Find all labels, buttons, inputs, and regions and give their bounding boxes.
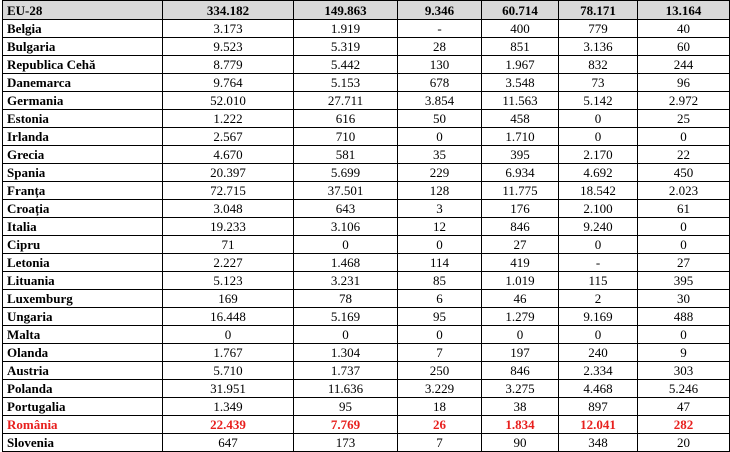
value-cell: 37.501 <box>294 182 398 200</box>
value-cell: 16.448 <box>163 308 294 326</box>
value-cell: 12 <box>398 218 482 236</box>
value-cell: 488 <box>638 308 730 326</box>
value-cell: 0 <box>638 128 730 146</box>
value-cell: 47 <box>638 398 730 416</box>
header-cell-region: EU-28 <box>3 1 163 20</box>
value-cell: 78 <box>294 290 398 308</box>
value-cell: 832 <box>559 56 638 74</box>
value-cell: 5.123 <box>163 272 294 290</box>
value-cell: 5.699 <box>294 164 398 182</box>
value-cell: 3 <box>398 200 482 218</box>
country-name-cell: Letonia <box>3 254 163 272</box>
value-cell: 71 <box>163 236 294 254</box>
value-cell: 1.304 <box>294 344 398 362</box>
value-cell: 4.670 <box>163 146 294 164</box>
value-cell: 5.169 <box>294 308 398 326</box>
value-cell: 35 <box>398 146 482 164</box>
value-cell: 395 <box>482 146 559 164</box>
country-name-cell: România <box>3 416 163 434</box>
value-cell: 18 <box>398 398 482 416</box>
country-name-cell: Luxemburg <box>3 290 163 308</box>
country-name-cell: Lituania <box>3 272 163 290</box>
table-row <box>3 398 730 416</box>
table-row <box>3 290 730 308</box>
value-cell: 450 <box>638 164 730 182</box>
value-cell: 5.319 <box>294 38 398 56</box>
value-cell: 52.010 <box>163 92 294 110</box>
value-cell: 1.279 <box>482 308 559 326</box>
value-cell: 128 <box>398 182 482 200</box>
value-cell: 3.173 <box>163 20 294 38</box>
value-cell: 2.334 <box>559 362 638 380</box>
country-name-cell: Belgia <box>3 20 163 38</box>
table-row <box>3 182 730 200</box>
value-cell: 0 <box>294 326 398 344</box>
value-cell: 303 <box>638 362 730 380</box>
value-cell: 6 <box>398 290 482 308</box>
header-cell-total-3: 9.346 <box>398 1 482 20</box>
table-row <box>3 146 730 164</box>
value-cell: 2.567 <box>163 128 294 146</box>
value-cell: 85 <box>398 272 482 290</box>
value-cell: 647 <box>163 434 294 452</box>
value-cell: 1.967 <box>482 56 559 74</box>
table-row <box>3 20 730 38</box>
value-cell: 2.023 <box>638 182 730 200</box>
table-row <box>3 236 730 254</box>
value-cell: 2.170 <box>559 146 638 164</box>
value-cell: 244 <box>638 56 730 74</box>
value-cell: 229 <box>398 164 482 182</box>
value-cell: 9 <box>638 344 730 362</box>
header-cell-total-1: 334.182 <box>163 1 294 20</box>
value-cell: 8.779 <box>163 56 294 74</box>
table-row <box>3 434 730 452</box>
value-cell: 3.548 <box>482 74 559 92</box>
value-cell: 12.041 <box>559 416 638 434</box>
table-row <box>3 362 730 380</box>
header-cell-total-2: 149.863 <box>294 1 398 20</box>
value-cell: 27 <box>638 254 730 272</box>
value-cell: 0 <box>294 236 398 254</box>
value-cell: 1.222 <box>163 110 294 128</box>
value-cell: 3.136 <box>559 38 638 56</box>
table-row <box>3 380 730 398</box>
value-cell: - <box>398 20 482 38</box>
value-cell: 9.764 <box>163 74 294 92</box>
value-cell: 2 <box>559 290 638 308</box>
value-cell: 0 <box>559 326 638 344</box>
table-row <box>3 218 730 236</box>
value-cell: 0 <box>163 326 294 344</box>
value-cell: 95 <box>294 398 398 416</box>
value-cell: 22.439 <box>163 416 294 434</box>
value-cell: 30 <box>638 290 730 308</box>
value-cell: 0 <box>559 110 638 128</box>
value-cell: 46 <box>482 290 559 308</box>
country-name-cell: Malta <box>3 326 163 344</box>
country-name-cell: Austria <box>3 362 163 380</box>
table-row <box>3 254 730 272</box>
value-cell: 1.710 <box>482 128 559 146</box>
country-name-cell: Polanda <box>3 380 163 398</box>
country-name-cell: Croația <box>3 200 163 218</box>
value-cell: 643 <box>294 200 398 218</box>
value-cell: - <box>559 254 638 272</box>
value-cell: 0 <box>482 326 559 344</box>
value-cell: 3.275 <box>482 380 559 398</box>
value-cell: 846 <box>482 362 559 380</box>
value-cell: 169 <box>163 290 294 308</box>
value-cell: 0 <box>398 326 482 344</box>
value-cell: 31.951 <box>163 380 294 398</box>
value-cell: 897 <box>559 398 638 416</box>
value-cell: 3.854 <box>398 92 482 110</box>
value-cell: 176 <box>482 200 559 218</box>
value-cell: 72.715 <box>163 182 294 200</box>
value-cell: 5.142 <box>559 92 638 110</box>
value-cell: 61 <box>638 200 730 218</box>
value-cell: 0 <box>638 218 730 236</box>
value-cell: 11.636 <box>294 380 398 398</box>
country-name-cell: Slovenia <box>3 434 163 452</box>
table-header-row <box>3 1 730 20</box>
table-row <box>3 38 730 56</box>
value-cell: 710 <box>294 128 398 146</box>
value-cell: 5.442 <box>294 56 398 74</box>
table-row <box>3 128 730 146</box>
value-cell: 1.349 <box>163 398 294 416</box>
country-name-cell: Spania <box>3 164 163 182</box>
value-cell: 26 <box>398 416 482 434</box>
value-cell: 27.711 <box>294 92 398 110</box>
value-cell: 28 <box>398 38 482 56</box>
table-row <box>3 74 730 92</box>
table-row <box>3 164 730 182</box>
value-cell: 19.233 <box>163 218 294 236</box>
value-cell: 250 <box>398 362 482 380</box>
country-name-cell: Ungaria <box>3 308 163 326</box>
value-cell: 27 <box>482 236 559 254</box>
value-cell: 1.919 <box>294 20 398 38</box>
table-row <box>3 56 730 74</box>
value-cell: 1.468 <box>294 254 398 272</box>
value-cell: 38 <box>482 398 559 416</box>
value-cell: 3.231 <box>294 272 398 290</box>
value-cell: 616 <box>294 110 398 128</box>
value-cell: 851 <box>482 38 559 56</box>
value-cell: 7.769 <box>294 416 398 434</box>
value-cell: 7 <box>398 344 482 362</box>
value-cell: 2.972 <box>638 92 730 110</box>
country-name-cell: Germania <box>3 92 163 110</box>
value-cell: 348 <box>559 434 638 452</box>
value-cell: 1.019 <box>482 272 559 290</box>
country-data-table <box>2 0 730 452</box>
table-row <box>3 344 730 362</box>
value-cell: 173 <box>294 434 398 452</box>
value-cell: 458 <box>482 110 559 128</box>
value-cell: 25 <box>638 110 730 128</box>
country-name-cell: Grecia <box>3 146 163 164</box>
value-cell: 0 <box>638 326 730 344</box>
value-cell: 0 <box>398 128 482 146</box>
country-name-cell: Irlanda <box>3 128 163 146</box>
value-cell: 0 <box>638 236 730 254</box>
value-cell: 96 <box>638 74 730 92</box>
value-cell: 4.692 <box>559 164 638 182</box>
value-cell: 400 <box>482 20 559 38</box>
value-cell: 3.048 <box>163 200 294 218</box>
country-name-cell: Olanda <box>3 344 163 362</box>
country-name-cell: Portugalia <box>3 398 163 416</box>
table-row <box>3 200 730 218</box>
value-cell: 5.246 <box>638 380 730 398</box>
value-cell: 20 <box>638 434 730 452</box>
value-cell: 3.229 <box>398 380 482 398</box>
value-cell: 6.934 <box>482 164 559 182</box>
value-cell: 0 <box>398 236 482 254</box>
table-row <box>3 272 730 290</box>
value-cell: 90 <box>482 434 559 452</box>
value-cell: 114 <box>398 254 482 272</box>
country-name-cell: Franța <box>3 182 163 200</box>
value-cell: 60 <box>638 38 730 56</box>
country-name-cell: Italia <box>3 218 163 236</box>
value-cell: 7 <box>398 434 482 452</box>
value-cell: 9.240 <box>559 218 638 236</box>
header-cell-total-6: 13.164 <box>638 1 730 20</box>
value-cell: 95 <box>398 308 482 326</box>
value-cell: 0 <box>559 236 638 254</box>
value-cell: 1.834 <box>482 416 559 434</box>
value-cell: 395 <box>638 272 730 290</box>
value-cell: 5.710 <box>163 362 294 380</box>
value-cell: 5.153 <box>294 74 398 92</box>
value-cell: 846 <box>482 218 559 236</box>
value-cell: 50 <box>398 110 482 128</box>
country-name-cell: Estonia <box>3 110 163 128</box>
value-cell: 678 <box>398 74 482 92</box>
value-cell: 779 <box>559 20 638 38</box>
value-cell: 1.767 <box>163 344 294 362</box>
header-cell-total-5: 78.171 <box>559 1 638 20</box>
value-cell: 130 <box>398 56 482 74</box>
value-cell: 11.563 <box>482 92 559 110</box>
value-cell: 115 <box>559 272 638 290</box>
value-cell: 2.100 <box>559 200 638 218</box>
header-cell-total-4: 60.714 <box>482 1 559 20</box>
value-cell: 4.468 <box>559 380 638 398</box>
country-name-cell: Danemarca <box>3 74 163 92</box>
value-cell: 581 <box>294 146 398 164</box>
table-row <box>3 110 730 128</box>
value-cell: 9.169 <box>559 308 638 326</box>
value-cell: 18.542 <box>559 182 638 200</box>
country-name-cell: Bulgaria <box>3 38 163 56</box>
table-row <box>3 308 730 326</box>
table-row <box>3 92 730 110</box>
value-cell: 0 <box>559 128 638 146</box>
country-name-cell: Republica Cehă <box>3 56 163 74</box>
value-cell: 3.106 <box>294 218 398 236</box>
value-cell: 22 <box>638 146 730 164</box>
country-name-cell: Cipru <box>3 236 163 254</box>
value-cell: 20.397 <box>163 164 294 182</box>
value-cell: 240 <box>559 344 638 362</box>
value-cell: 40 <box>638 20 730 38</box>
value-cell: 11.775 <box>482 182 559 200</box>
value-cell: 2.227 <box>163 254 294 272</box>
value-cell: 197 <box>482 344 559 362</box>
value-cell: 73 <box>559 74 638 92</box>
value-cell: 9.523 <box>163 38 294 56</box>
value-cell: 419 <box>482 254 559 272</box>
table-row <box>3 416 730 434</box>
table-body <box>3 1 730 452</box>
value-cell: 1.737 <box>294 362 398 380</box>
table-row <box>3 326 730 344</box>
value-cell: 282 <box>638 416 730 434</box>
